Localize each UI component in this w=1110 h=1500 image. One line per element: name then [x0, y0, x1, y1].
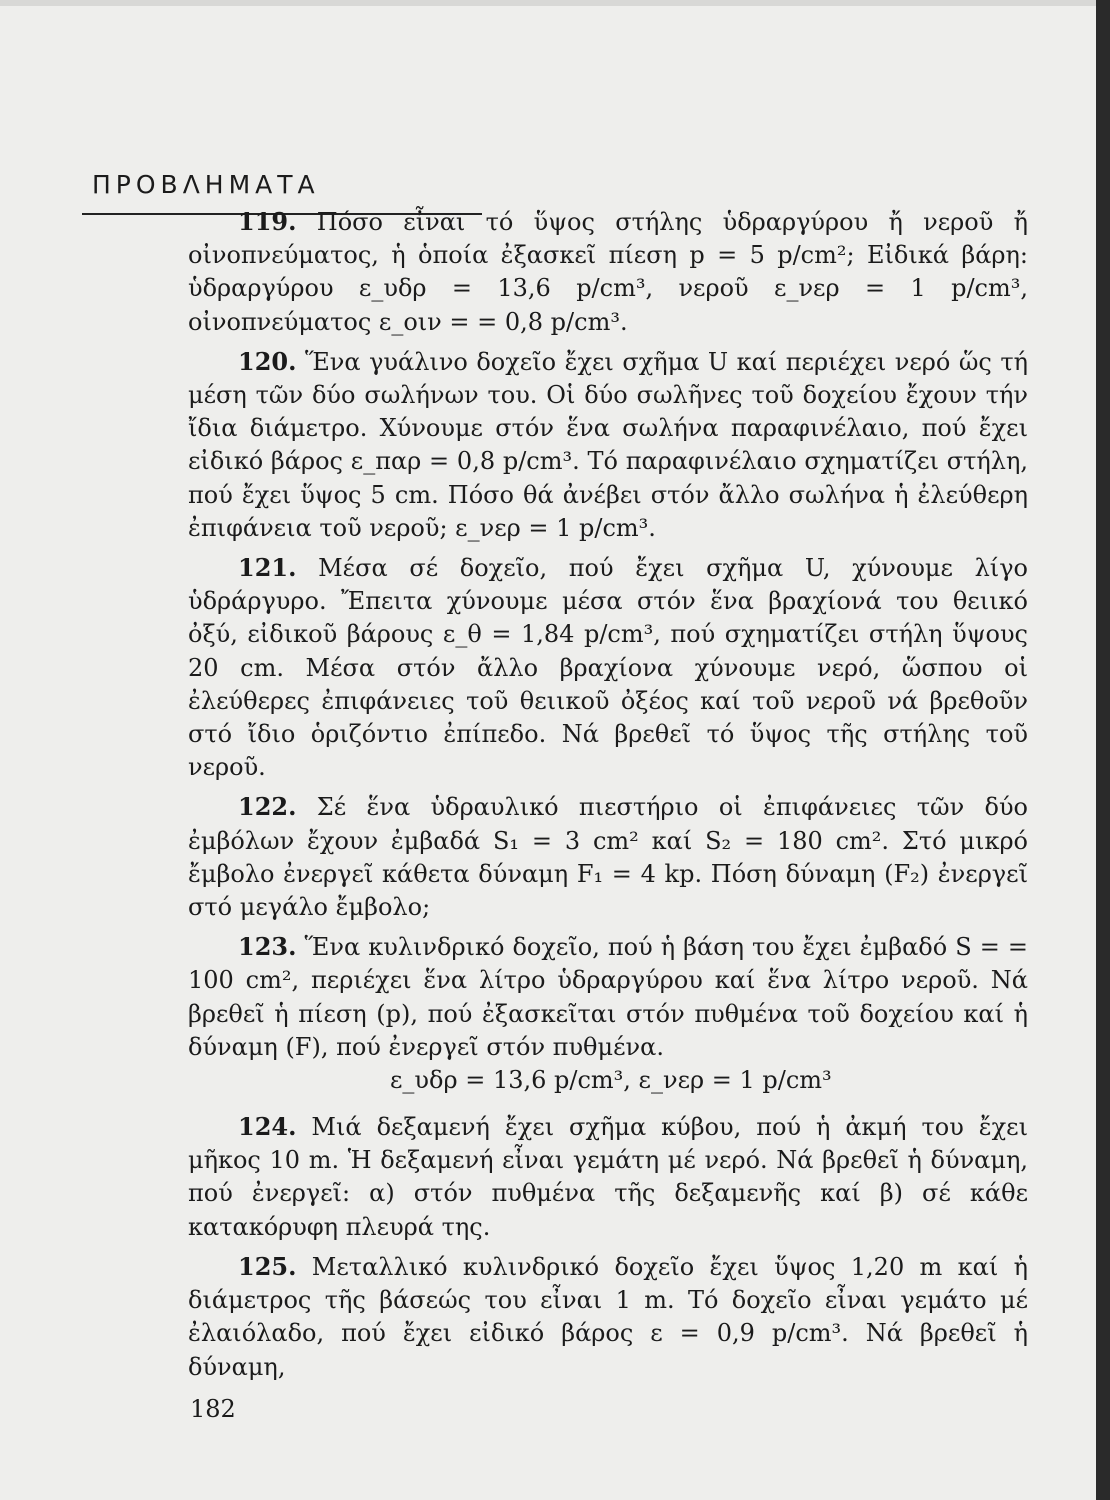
problem-125 [188, 1250, 1028, 1384]
problem-paragraph [188, 790, 1028, 924]
problem-number: 125. [238, 1251, 297, 1281]
problem-text: Σέ ἕνα ὑδραυλικό πιεστήριο οἱ ἐπιφάνειες τῶν δύο ἐμβόλων ἔχουν ἐμβαδά S₁ = 3 cm² καί S₂ = 180 cm². Στό μικρό ἔμβολο ἐνεργεῖ κάθετα δύναμη F₁ = 4 kp. Πόση δύναμη (F₂) ἐνεργεῖ στό μεγάλο ἔμβολο; [188, 793, 1028, 922]
problem-number: 123. [238, 932, 297, 962]
page-top-edge [0, 0, 1110, 6]
problem-text: Ἕνα κυλινδρικό δοχεῖο, πού ἡ βάση του ἔχει ἐμβαδό S = = 100 cm², περιέχει ἕνα λίτρο ὑδραργύρου καί ἕνα λίτρο νεροῦ. Νά βρεθεῖ ἡ πίεση (p), πού ἐξασκεῖται στόν πυθμένα τοῦ δοχείου καί ἡ δύναμη (F), πού ἐνεργεῖ στόν πυθμένα. [188, 933, 1028, 1061]
problem-number: 120. [238, 346, 297, 376]
problem-number: 122. [238, 792, 297, 822]
problem-paragraph [188, 930, 1028, 1064]
problem-122 [188, 790, 1028, 924]
section-heading: ΠΡΟΒΛΗΜΑΤΑ [92, 170, 320, 199]
page-binding-edge [1096, 0, 1110, 1500]
page-number: 182 [190, 1395, 236, 1423]
problem-number: 119. [238, 207, 297, 236]
formula-problem-123: ε_υδρ = 13,6 p/cm³, ε_νερ = 1 p/cm³ [390, 1066, 832, 1094]
problem-121 [188, 551, 1028, 784]
problem-paragraph [188, 345, 1028, 545]
problem-text: Μέσα σέ δοχεῖο, πού ἔχει σχῆμα U, χύνουμε λίγο ὑδράργυρο. Ἔπειτα χύνουμε μέσα στόν ἕνα βραχίονά του θειικό ὀξύ, εἰδικοῦ βάρους ε_θ = 1,84 p/cm³, πού σχηματίζει στήλη ὕψους 20 cm. Μέσα στόν ἄλλο βραχίονα χύνουμε νερό, ὥσπου οἱ ἐλεύθερες ἐπιφάνειες τοῦ θειικοῦ ὀξέος καί τοῦ νεροῦ νά βρεθοῦν στό ἴδιο ὁριζόντιο ἐπίπεδο. Νά βρεθεῖ τό ὕψος τῆς στήλης τοῦ νεροῦ. [188, 554, 1028, 782]
problem-paragraph [188, 1110, 1028, 1244]
problem-text: Πόσο εἶναι τό ὕψος στήλης ὑδραργύρου ἤ νεροῦ ἤ οἰνοπνεύματος, ἡ ὁποία ἐξασκεῖ πίεση p = 5 p/cm²; Εἰδικά βάρη: ὑδραργύρου ε_υδρ = 13,6 p/cm³, νεροῦ ε_νερ = 1 p/cm³, οἰνοπνεύματος ε_οιν = = 0,8 p/cm³. [188, 208, 1028, 336]
problem-text: Ἕνα γυάλινο δοχεῖο ἔχει σχῆμα U καί περιέχει νερό ὥς τή μέση τῶν δύο σωλήνων του. Οἱ δύο σωλῆνες τοῦ δοχείου ἔχουν τήν ἴδια διάμετρο. Χύνουμε στόν ἕνα σωλήνα παραφινέλαιο, πού ἔχει εἰδικό βάρος ε_παρ = 0,8 p/cm³. Τό παραφινέλαιο σχηματίζει στήλη, πού ἔχει ὕψος 5 cm. Πόσο θά ἀνέβει στόν ἄλλο σωλήνα ἡ ἐλεύθερη ἐπιφάνεια τοῦ νεροῦ; ε_νερ = 1 p/cm³. [188, 347, 1029, 542]
problem-paragraph [188, 205, 1028, 339]
problem-119 [188, 205, 1028, 339]
problem-number: 121. [238, 553, 297, 583]
problems-list [188, 205, 1028, 1384]
problem-text: Μιά δεξαμενή ἔχει σχῆμα κύβου, πού ἡ ἀκμή του ἔχει μῆκος 10 m. Ἡ δεξαμενή εἶναι γεμάτη μέ νερό. Νά βρεθεῖ ἡ δύναμη, πού ἐνεργεῖ: α) στόν πυθμένα τῆς δεξαμενῆς καί β) σέ κάθε κατακόρυφη πλευρά της. [188, 1113, 1028, 1241]
problem-paragraph [188, 551, 1028, 784]
problem-number: 124. [238, 1112, 297, 1142]
problem-120 [188, 345, 1028, 545]
problem-paragraph [188, 1250, 1028, 1384]
problem-124 [188, 1110, 1028, 1244]
problem-text: Μεταλλικό κυλινδρικό δοχεῖο ἔχει ὕψος 1,20 m καί ἡ διάμετρος τῆς βάσεώς του εἶναι 1 m. Τό δοχεῖο εἶναι γεμάτο μέ ἐλαιόλαδο, πού ἔχει εἰδικό βάρος ε = 0,9 p/cm³. Νά βρεθεῖ ἡ δύναμη, [188, 1252, 1028, 1381]
